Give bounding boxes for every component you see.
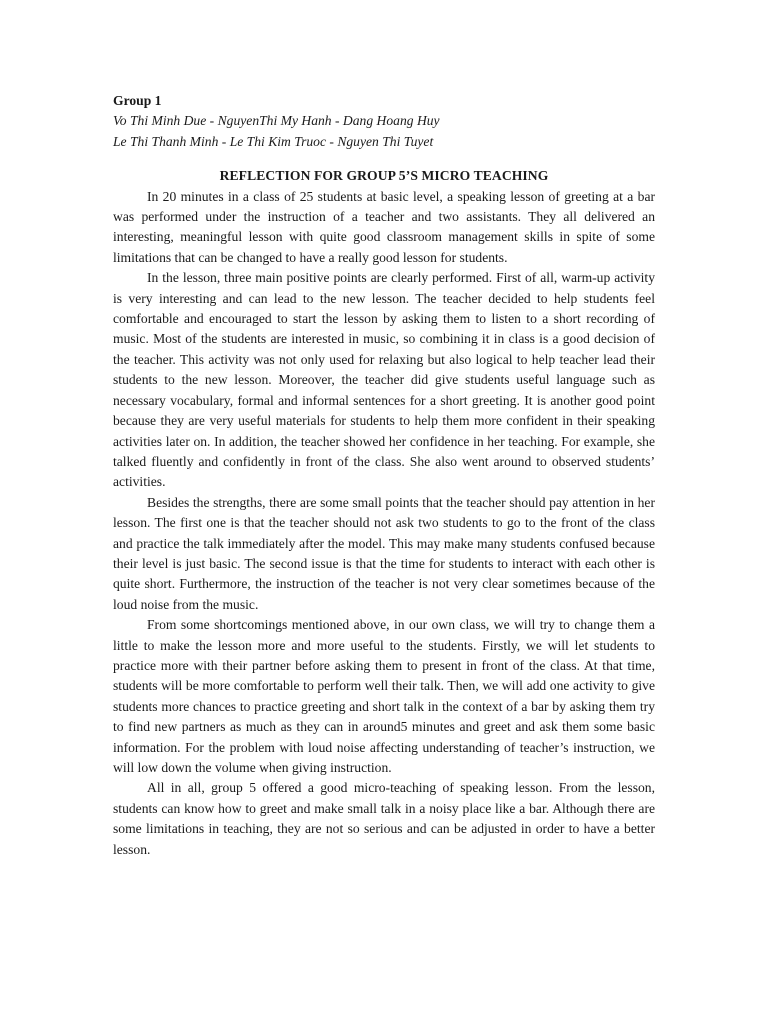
document-title: REFLECTION FOR GROUP 5’S MICRO TEACHING (219, 168, 549, 184)
paragraph-strengths: In the lesson, three main positive points are clearly performed. First of all, warm-up activity is very interesting and can lead to the new lesson. The teacher decided to help students feel comfortable and encouraged to start the lesson by asking them to listen to a short recording of music. Most of the students are interested in music, so combining it in class is a good decision of the teacher. This activity was not only used for relaxing but also logical to help teacher lead their students to the new lesson. Moreover, the teacher did give students useful language such as necessary vocabulary, formal and informal sentences for a short greeting. It is another good point because they are very useful materials for students to help them more confident in their speaking activities later on. In addition, the teacher showed her confidence in her teaching. For example, she talked fluently and confidently in front of the class. She also went around to observed students’ activities. (113, 270, 655, 490)
paragraph-improvements: From some shortcomings mentioned above, in our own class, we will try to change them a little to make the lesson more and more useful to the students. Firstly, we will let students to practice more with their partner before asking them to present in front of the class. At that time, students will be more comfortable to perform well their talk. Then, we will add one activity to give students more chances to practice greeting and short talk in the context of a bar by asking them try to find new partners as much as they can in around5 minutes and greet and ask them some basic information. For the problem with loud noise affecting understanding of teacher’s instruction, we will low down the volume when giving instruction. (113, 617, 655, 775)
paragraph-weaknesses: Besides the strengths, there are some small points that the teacher should pay attention in her lesson. The first one is that the teacher should not ask two students to go to the front of the class and practice the talk immediately after the model. This may make many students confused because their level is just basic. The second issue is that the time for students to interact with each other is quite short. Furthermore, the instruction of the teacher is not very clear sometimes because of the loud noise from the music. (113, 494, 655, 612)
paragraph-conclusion: All in all, group 5 offered a good micro-teaching of speaking lesson. From the lesson, students can know how to greet and make small talk in a noisy place like a bar. Although there are some limitations in teaching, they are not so serious and can be adjusted in order to have a better lesson. (113, 780, 655, 857)
members-line-2: Le Thi Thanh Minh - Le Thi Kim Truoc - Nguyen Thi Tuyet (113, 133, 434, 149)
members-line-1: Vo Thi Minh Due - NguyenThi My Hanh - Dang Hoang Huy (113, 113, 440, 129)
document-page (113, 91, 655, 860)
group-heading: Group 1 (113, 93, 162, 108)
paragraph-intro: In 20 minutes in a class of 25 students at basic level, a speaking lesson of greeting at a bar was performed under the instruction of a teacher and two assistants. They all delivered an interesting, meaningful lesson with quite good classroom management skills in spite of some limitations that can be changed to have a really good lesson for students. (113, 188, 655, 265)
